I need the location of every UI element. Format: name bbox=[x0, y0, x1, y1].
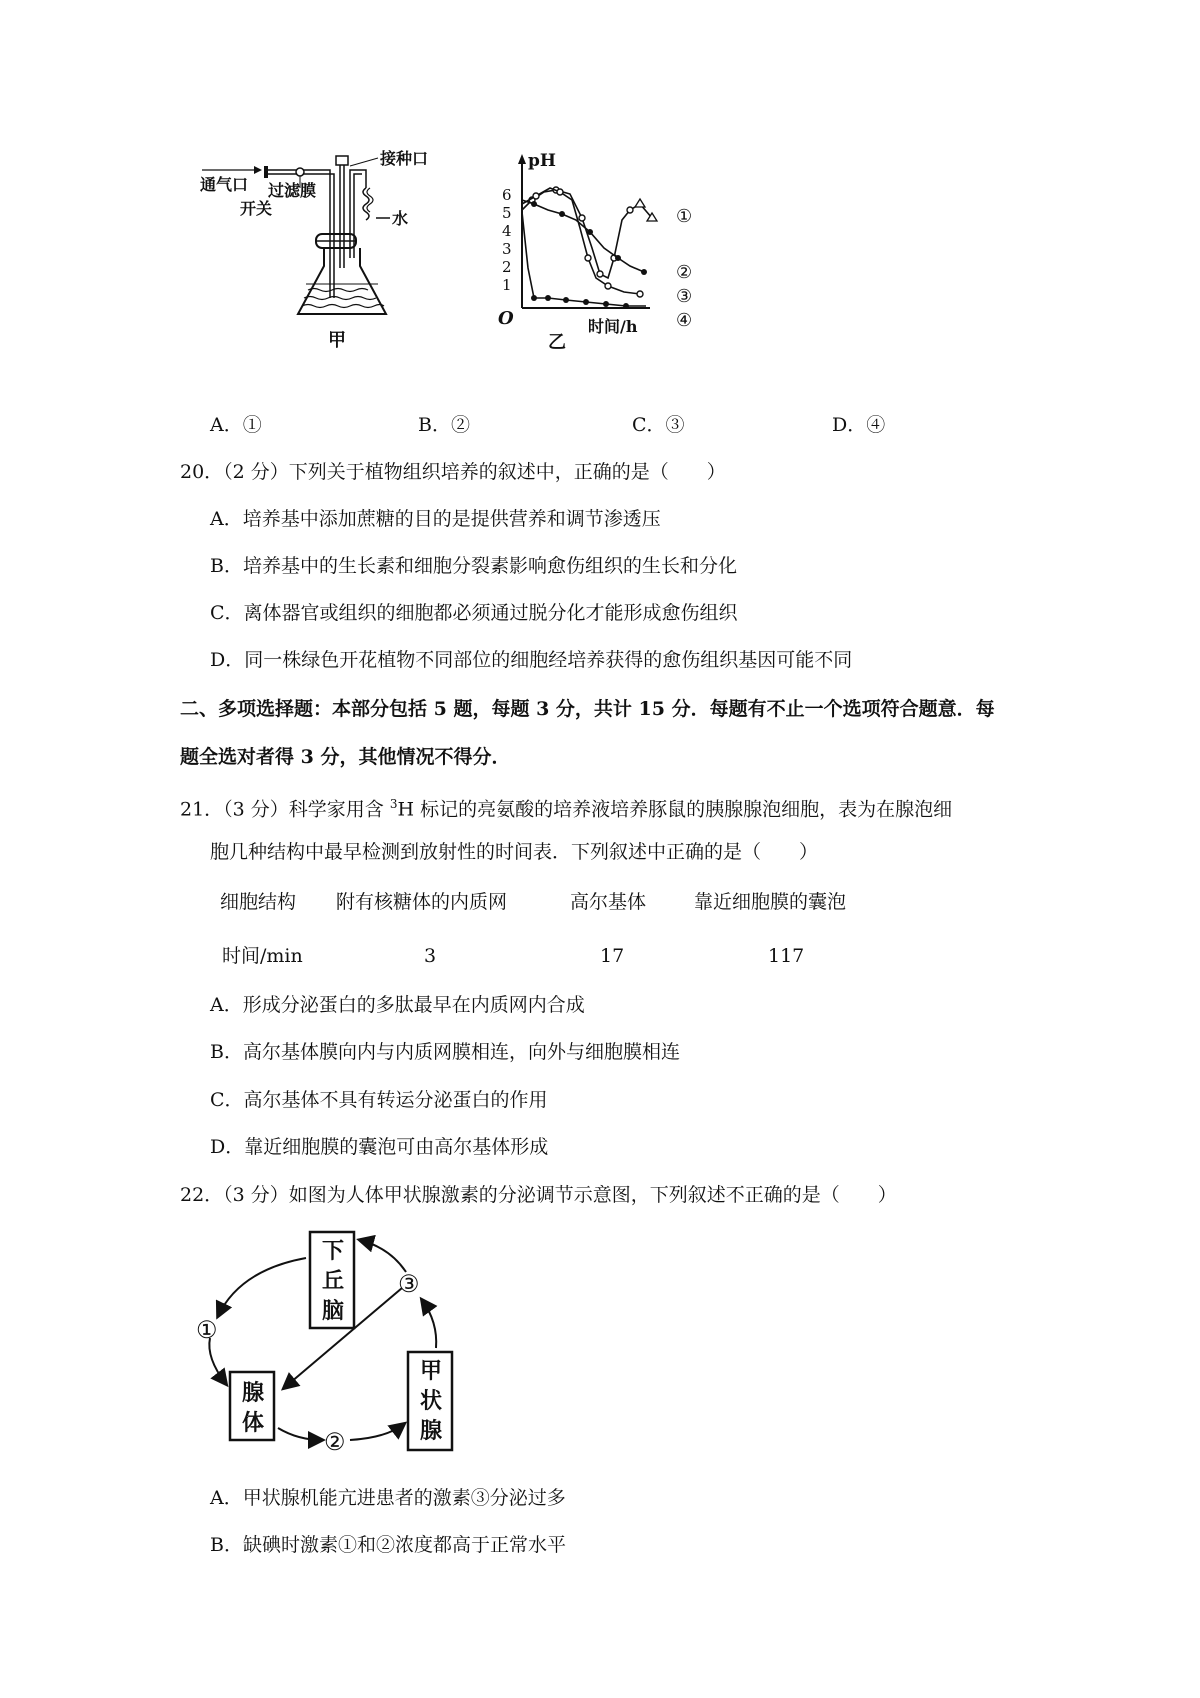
q21-table-header-golgi: 高尔基体 bbox=[570, 891, 647, 913]
q22-stem: 22．（3 分）如图为人体甲状腺激素的分泌调节示意图，下列叙述不正确的是（ ） bbox=[180, 1184, 897, 1206]
ph-tick-4: 4 bbox=[502, 222, 512, 240]
thyroid-char-1: 甲 bbox=[420, 1358, 443, 1384]
q22-option-b: B．缺碘时激素①和②浓度都高于正常水平 bbox=[210, 1534, 566, 1556]
q20-option-d: D．同一株绿色开花植物不同部位的细胞经培养获得的愈伤组织基因可能不同 bbox=[210, 649, 853, 671]
curve-label-3: ③ bbox=[676, 286, 693, 307]
q21-stem-line-2: 胞几种结构中最早检测到放射性的时间表．下列叙述中正确的是（ ） bbox=[210, 841, 819, 863]
q22-option-a: A．甲状腺机能亢进患者的激素③分泌过多 bbox=[210, 1487, 566, 1509]
q19-option-c: C．③ bbox=[632, 414, 685, 436]
q21-table-time-vesicle: 117 bbox=[768, 945, 805, 967]
section-2-heading-line-2: 题全选对者得 3 分，其他情况不得分． bbox=[180, 746, 511, 768]
thyroid-char-2: 状 bbox=[420, 1388, 443, 1414]
hypothalamus-char-3: 脑 bbox=[322, 1298, 345, 1324]
diagram-marker-3: ③ bbox=[398, 1270, 420, 1298]
diagram-marker-2: ② bbox=[324, 1428, 346, 1456]
section-2-heading-line-1: 二、多项选择题：本部分包括 5 题，每题 3 分，共计 15 分．每题有不止一个选项符合题意．每 bbox=[180, 698, 995, 720]
q20-option-a: A．培养基中添加蔗糖的目的是提供营养和调节渗透压 bbox=[210, 508, 661, 530]
ph-tick-3: 3 bbox=[502, 240, 512, 258]
q21-option-d: D．靠近细胞膜的囊泡可由高尔基体形成 bbox=[210, 1136, 549, 1158]
q21-stem-line-1 bbox=[180, 792, 952, 821]
figure-yi-ph-chart bbox=[500, 148, 740, 380]
q19-option-b: B．② bbox=[418, 414, 470, 436]
flask-water-label: 水 bbox=[392, 209, 409, 228]
q21-option-b: B．高尔基体膜向内与内质网膜相连，向外与细胞膜相连 bbox=[210, 1041, 680, 1063]
hypothalamus-char-2: 丘 bbox=[322, 1268, 345, 1294]
ph-curve-1 bbox=[522, 190, 652, 278]
q19-option-d: D．④ bbox=[832, 414, 886, 436]
ph-tick-1: 1 bbox=[502, 276, 512, 294]
diagram-marker-1: ① bbox=[196, 1316, 218, 1344]
q21-table-header-vesicle: 靠近细胞膜的囊泡 bbox=[694, 891, 847, 913]
ph-tick-2: 2 bbox=[502, 258, 512, 276]
hypothalamus-char-1: 下 bbox=[322, 1238, 345, 1264]
ph-axis-label: pH bbox=[528, 151, 556, 171]
curve-label-1: ① bbox=[676, 206, 693, 227]
figure-thyroid-regulation-diagram bbox=[196, 1228, 470, 1468]
flask-filter-label: 过滤膜 bbox=[268, 181, 317, 200]
ph-tick-5: 5 bbox=[502, 204, 512, 222]
q21-option-a: A．形成分泌蛋白的多肽最早在内质网内合成 bbox=[210, 994, 585, 1016]
q21-option-c: C．高尔基体不具有转运分泌蛋白的作用 bbox=[210, 1089, 548, 1111]
time-axis-label: 时间/h bbox=[588, 317, 638, 336]
pituitary-char-2: 体 bbox=[242, 1410, 265, 1436]
q21-table-header-er: 附有核糖体的内质网 bbox=[336, 891, 508, 913]
q21-stem-superscript: 3 bbox=[389, 797, 398, 811]
q21-stem-part-b: H 标记的亮氨酸的培养液培养豚鼠的胰腺腺泡细胞，表为在腺泡细 bbox=[397, 798, 953, 821]
figure-jia-flask bbox=[200, 148, 460, 380]
q21-stem-part-a: 21．（3 分）科学家用含 bbox=[180, 798, 390, 821]
curve-label-4: ④ bbox=[676, 310, 693, 331]
ph-curve-2 bbox=[522, 200, 644, 272]
pituitary-char-1: 腺 bbox=[242, 1380, 265, 1406]
q20-option-b: B．培养基中的生长素和细胞分裂素影响愈伤组织的生长和分化 bbox=[210, 555, 737, 577]
q19-option-a: A．① bbox=[210, 414, 262, 436]
q21-table-time-golgi: 17 bbox=[600, 945, 625, 967]
flask-inoculation-label: 接种口 bbox=[380, 149, 429, 168]
curve-label-2: ② bbox=[676, 262, 693, 283]
flask-switch-label: 开关 bbox=[240, 199, 273, 218]
q21-table-header-structure: 细胞结构 bbox=[220, 891, 297, 913]
ph-origin-label: O bbox=[498, 308, 514, 329]
q20-option-c: C．离体器官或组织的细胞都必须通过脱分化才能形成愈伤组织 bbox=[210, 602, 738, 624]
ph-tick-6: 6 bbox=[502, 186, 512, 204]
q21-table-time-label: 时间/min bbox=[222, 945, 303, 967]
figure-jia-label: 甲 bbox=[328, 330, 346, 351]
ph-curve-3 bbox=[522, 188, 640, 294]
q20-stem: 20．（2 分）下列关于植物组织培养的叙述中，正确的是（ ） bbox=[180, 461, 726, 483]
flask-inlet-label: 通气口 bbox=[200, 175, 249, 194]
q21-table-time-er: 3 bbox=[424, 945, 437, 967]
thyroid-char-3: 腺 bbox=[420, 1418, 443, 1444]
figure-yi-label: 乙 bbox=[548, 332, 566, 353]
